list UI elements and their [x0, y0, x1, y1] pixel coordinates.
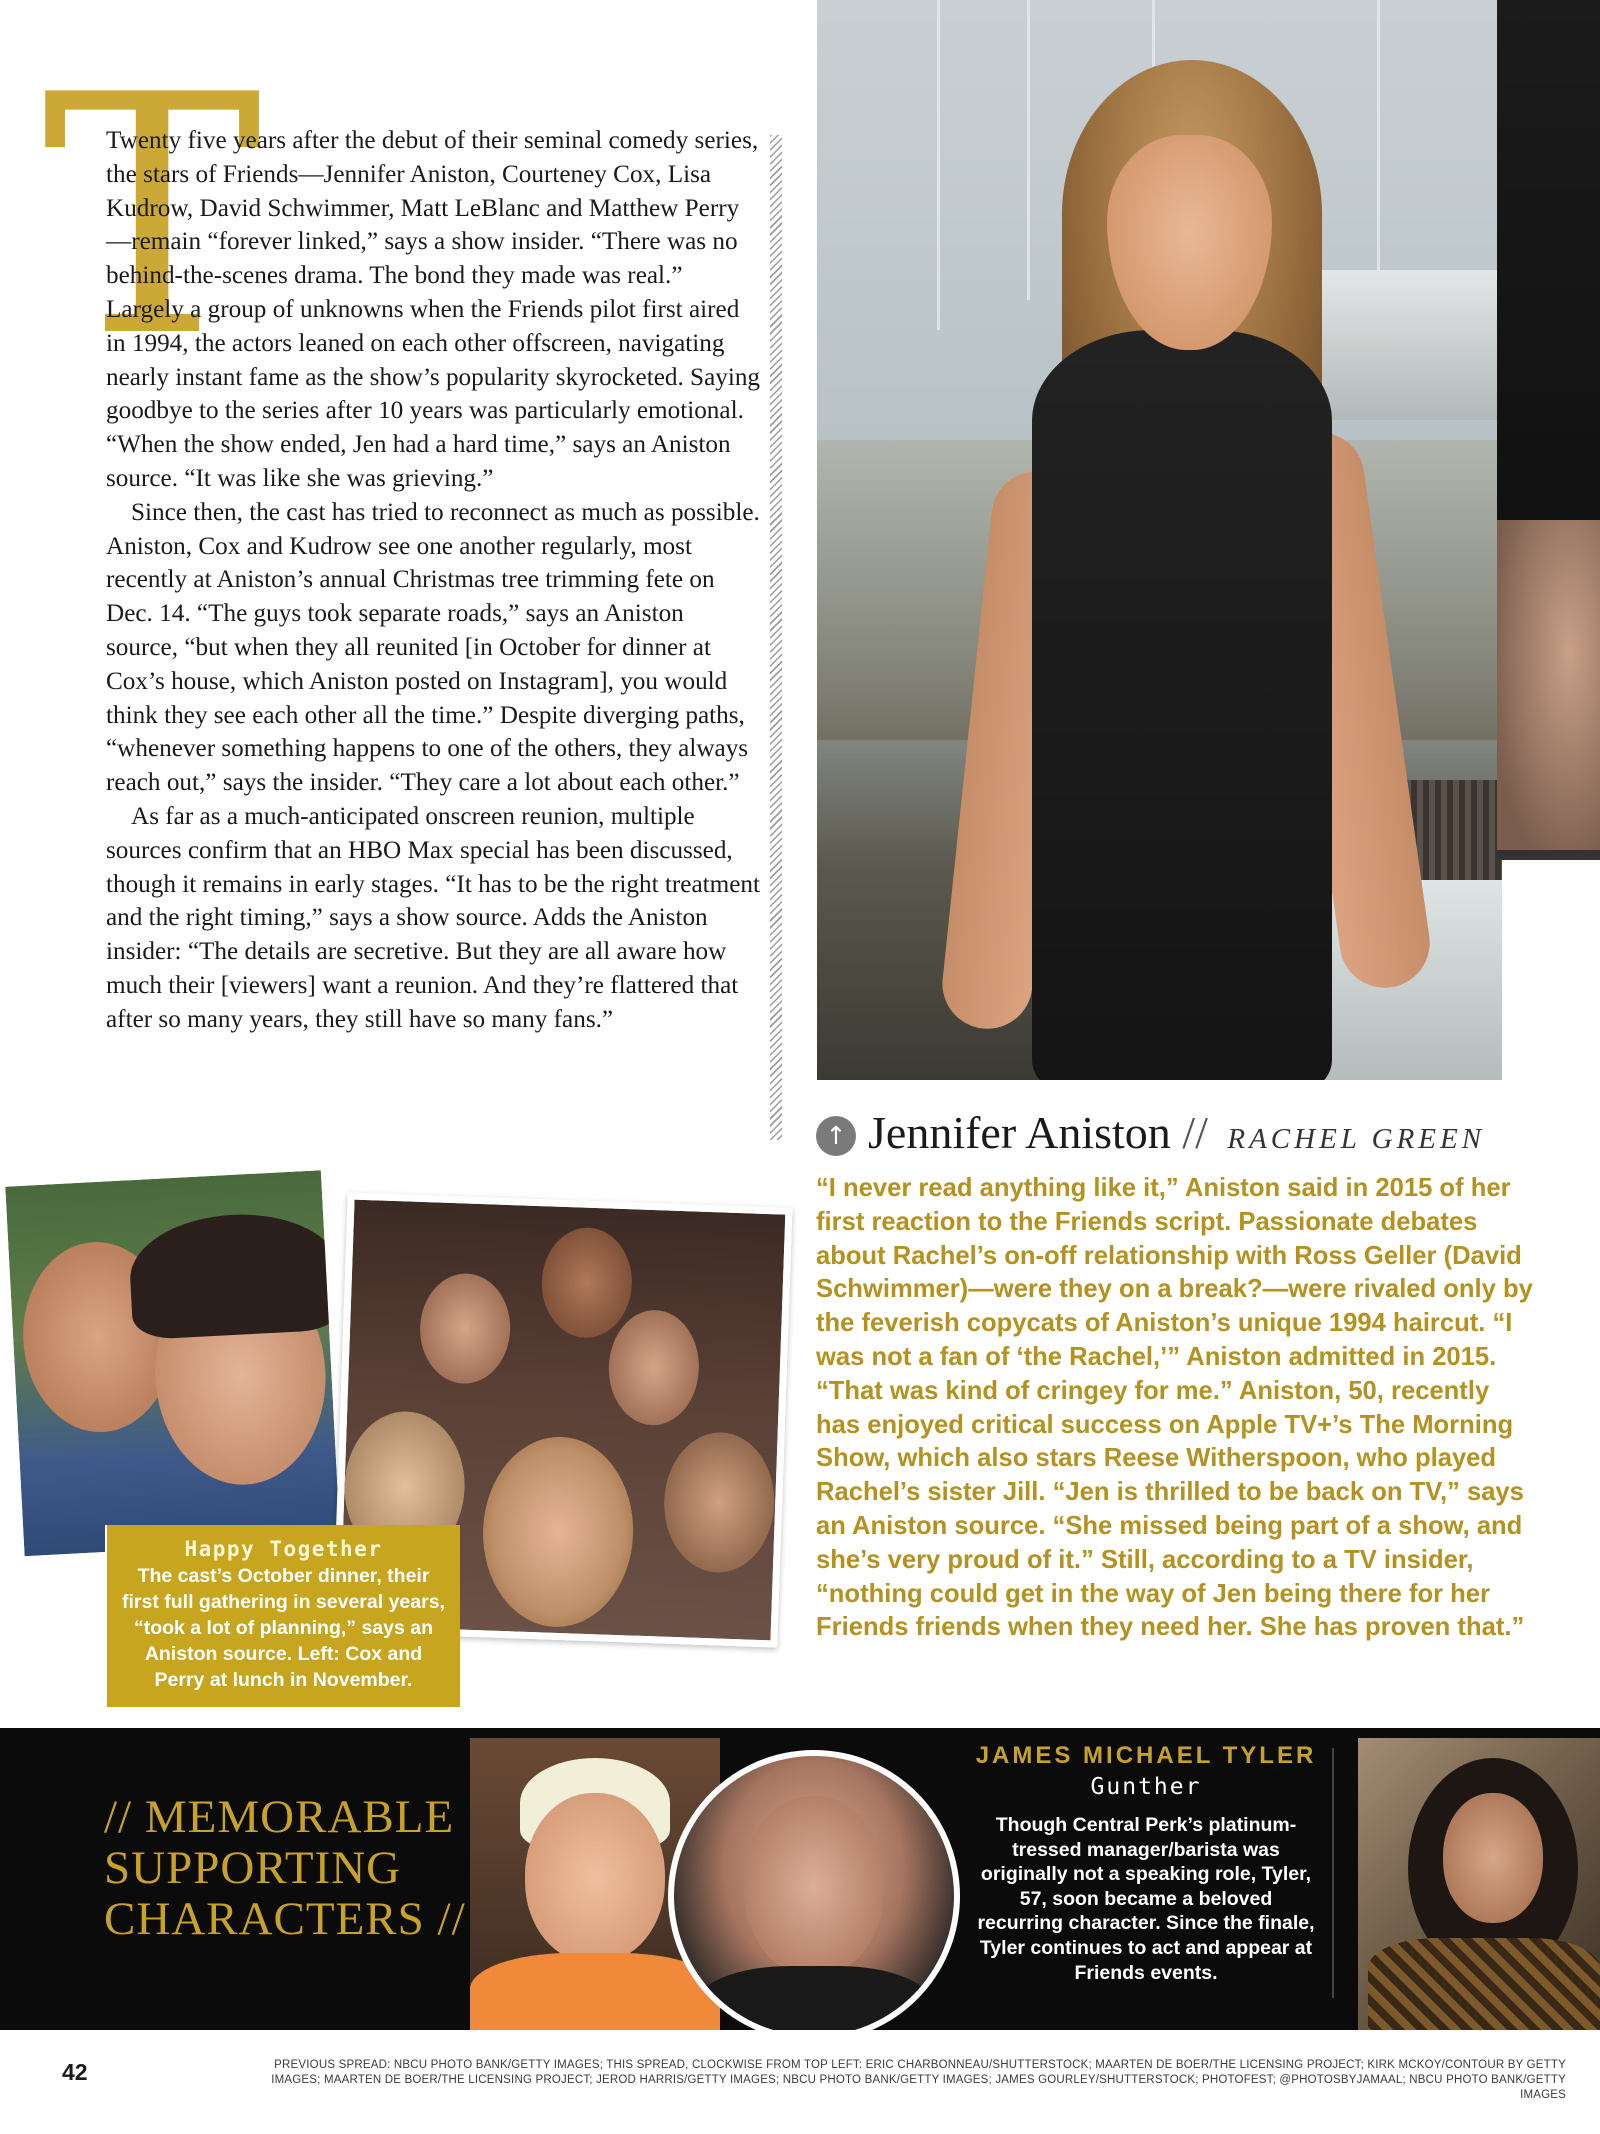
adjacent-page-face [1497, 520, 1600, 850]
boat-mast [937, 0, 940, 330]
caption-heading [868, 1106, 1485, 1159]
face [418, 1272, 512, 1385]
character-name: Gunther [1090, 1774, 1202, 1800]
section-heading [104, 1792, 466, 1945]
character-name: RACHEL GREEN [1227, 1123, 1486, 1155]
heading-line: // MEMORABLE [104, 1791, 455, 1843]
boat-mast [1027, 0, 1030, 300]
next-character-photo [1358, 1738, 1600, 2030]
face [607, 1309, 701, 1427]
heading-separator: // [1182, 1107, 1208, 1158]
article-paragraph-3: As far as a much-anticipated onscreen reunion, multiple sources confirm that an HBO Max special has been discussed, though it remains in early stages. “It has to be the right treatment and the right timing,” says a show source. Adds the Aniston insider: “The details are secretive. But they are all aware how much their [viewers] want a reunion. And they’re flattered that after so many years, they still have so many fans.” [106, 802, 760, 1033]
page-number: 42 [62, 2059, 88, 2085]
actor-name: JAMES MICHAEL TYLER [975, 1742, 1317, 1769]
drop-cap-letter: T [42, 25, 263, 409]
up-arrow-icon: ↑ [816, 1116, 856, 1156]
heading-line: CHARACTERS // [104, 1893, 466, 1945]
face [1443, 1793, 1543, 1923]
face [540, 1226, 634, 1339]
caption-body: “I never read anything like it,” Aniston said in 2015 of her first reaction to the Friends script. Passionate debates about Rachel’s on-off relationship with Ross Geller (David Schwimmer)—were they on a break?—were rivaled only by the feverish copycats of Aniston’s unique 1994 haircut. “I was not a fan of ‘the Rachel,’” Aniston admitted in 2015. “That was kind of cringey for me.” Aniston, 50, recently has enjoyed critical success on Apple TV+’s The Morning Show, which also stars Reese Witherspoon, who played Rachel’s sister Jill. “Jen is thrilled to be back on TV,” says an Aniston source. “She missed being part of a show, and she’s very proud of it.” Still, according to a TV insider, “nothing could get in the way of Jen being there for her Friends friends when they need her. She has proven that.” [816, 1174, 1533, 1642]
article-body [106, 124, 762, 1037]
orange-shirt [470, 1953, 720, 2030]
face [525, 1793, 665, 1963]
happy-together-caption [105, 1525, 460, 1707]
supporting-characters-band [0, 1728, 1600, 2030]
face [744, 1796, 884, 1976]
caption-body: The cast’s October dinner, their first full gathering in several years, “took a lot of planning,” says an Aniston source. Left: Cox and Perry at lunch in November. [122, 1565, 445, 1691]
face [662, 1431, 777, 1575]
band-divider [1332, 1748, 1334, 1998]
actor-description: Though Central Perk’s platinum-tressed manager/barista was originally not a speaking role, Tyler, 57, soon became a beloved recurring character. Since the finale, Tyler continues to act and appear at Friends events. [977, 1814, 1315, 1984]
person-black-dress [1032, 330, 1332, 1080]
caption-title: Happy Together [184, 1537, 383, 1561]
face [480, 1434, 637, 1629]
column-divider [770, 135, 782, 1140]
dark-hair [127, 1209, 343, 1340]
black-shirt [694, 1966, 934, 2030]
perry-cox-photo [0, 1165, 345, 1562]
photo-credits: PREVIOUS SPREAD: NBCU PHOTO BANK/GETTY IMAGES; THIS SPREAD, CLOCKWISE FROM TOP LEFT: ERIC CHARBONNEAU/SHUTTERSTOCK; MAARTEN DE BOER/THE LICENSING PROJECT; KIRK MCKOY/CONTOUR BY GETTY IMAGES; MAARTEN DE BOER/THE LICENSING PROJECT; JEROD HARRIS/GETTY IMAGES; NBCU PHOTO BANK/GETTY IMAGES; JAMES GOURLEY/SHUTTERSTOCK; PHOTOFEST; @PHOTOSBYJAMAAL; NBCU PHOTO BANK/GETTY IMAGES [271, 2059, 1566, 2101]
article-paragraph-1: Twenty five years after the debut of their seminal comedy series, the stars of Friends—Jennifer Aniston, Courteney Cox, Lisa Kudrow, David Schwimmer, Matt LeBlanc and Matthew Perry—remain “forever linked,” says a show insider. “There was no behind-the-scenes drama. The bond they made was real.” Largely a group of unknowns when the Friends pilot first aired in 1994, the actors leaned on each other offscreen, navigating nearly instant fame as the show’s popularity skyrocketed. Saying goodbye to the series after 10 years was particularly emotional. “When the show ended, Jen had a hard time,” says an Aniston source. “It was like she was grieving.” [106, 127, 761, 492]
article-paragraph-2: Since then, the cast has tried to reconnect as much as possible. Aniston, Cox and Kudrow see one another regularly, most recently at Aniston’s annual Christmas tree trimming fete on Dec. 14. “The guys took separate roads,” says an Aniston source, “but when they all reunited [in October for dinner at Cox’s house, which Aniston posted on Instagram], you would think they see each other all the time.” Despite diverging paths, “whenever something happens to one of the others, they always reach out,” says the insider. “They care a lot about each other.” [106, 498, 760, 797]
james-michael-tyler-photo [668, 1750, 960, 2030]
heading-line: SUPPORTING [104, 1842, 402, 1894]
jennifer-aniston-photo [817, 0, 1502, 1080]
actor-name: Jennifer Aniston [868, 1107, 1171, 1158]
portrait [674, 1756, 954, 2030]
leopard-print-top [1368, 1938, 1600, 2030]
